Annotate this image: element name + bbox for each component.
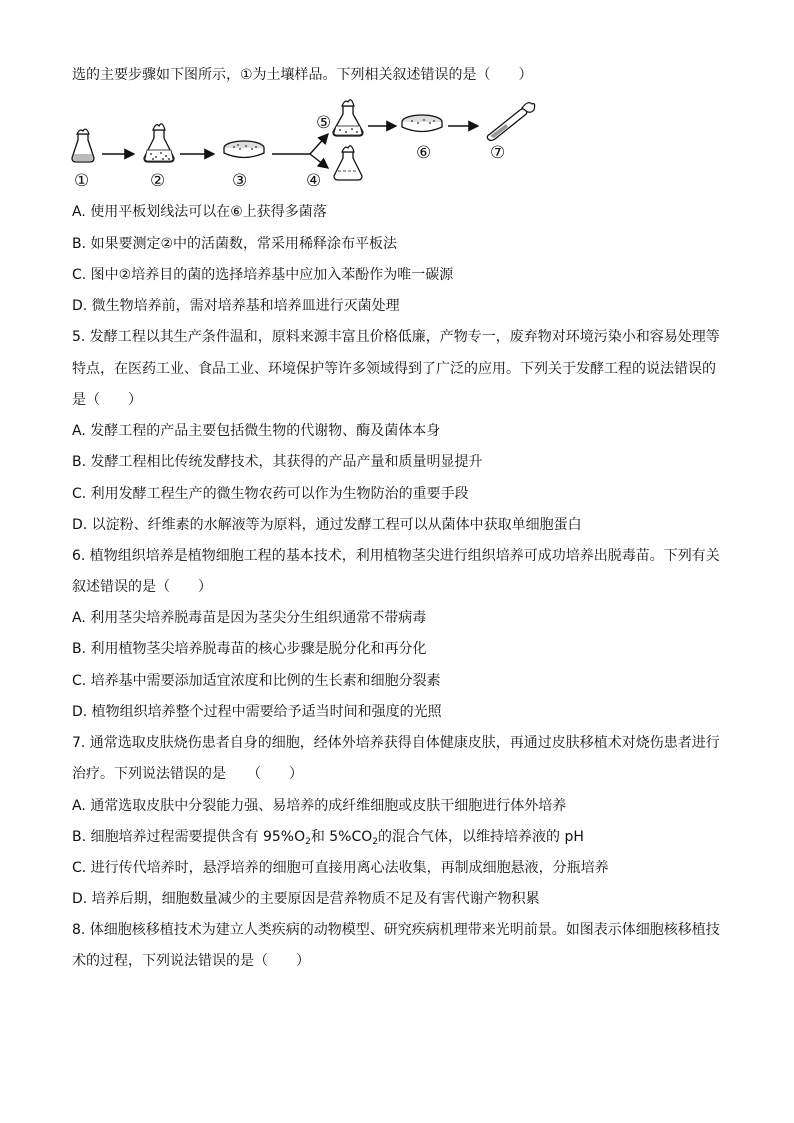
q5-stem-line-3: 是（ ） — [72, 392, 142, 408]
arrow-to-4 — [310, 154, 328, 168]
q5-option-b: B. 发酵工程相比传统发酵技术，其获得的产品产量和质量明显提升 — [72, 454, 483, 470]
q4-option-d: D. 微生物培养前，需对培养基和培养皿进行灭菌处理 — [72, 298, 400, 314]
culture-flask-icon — [144, 124, 174, 162]
q5-stem-line-1: 5. 发酵工程以其生产条件温和，原料来源丰富且价格低廉，产物专一，废弃物对环境污染小和容易处理等 — [72, 329, 720, 345]
q6-option-a: A. 利用茎尖培养脱毒苗是因为茎尖分生组织通常不带病毒 — [72, 610, 427, 626]
arrow-to-5 — [310, 134, 328, 154]
streak-plate-icon — [402, 115, 442, 132]
q7-stem-line-1: 7. 通常选取皮肤烧伤患者自身的细胞，经体外培养获得自体健康皮肤，再通过皮肤移植术对烧伤患者进行 — [72, 735, 720, 751]
q7-option-d: D. 培养后期，细胞数量减少的主要原因是营养物质不足及有害代谢产物积累 — [72, 891, 540, 907]
q7-stem-line-2: 治疗。下列说法错误的是 （ ） — [72, 766, 303, 782]
q7-option-b-part3: 的混合气体，以维持培养液的 pH — [378, 829, 584, 845]
culture-steps-diagram — [66, 96, 546, 192]
q4-option-a: A. 使用平板划线法可以在⑥上获得多菌落 — [72, 204, 327, 220]
q6-option-b: B. 利用植物茎尖培养脱毒苗的核心步骤是脱分化和再分化 — [72, 641, 427, 657]
soil-sample-flask-icon — [72, 129, 94, 162]
label-7: ⑦ — [490, 143, 506, 163]
control-flask-icon — [334, 146, 362, 180]
q7-option-b-part1: B. 细胞培养过程需要提供含有 95%O — [72, 829, 306, 845]
q6-option-d: D. 植物组织培养整个过程中需要给予适当时间和强度的光照 — [72, 704, 442, 720]
q8-stem-line-1: 8. 体细胞核移植技术为建立人类疾病的动物模型、研究疾病机理带来光明前景。如图表示体细胞核移植技 — [72, 922, 720, 938]
label-2: ② — [150, 171, 166, 191]
label-5: ⑤ — [316, 113, 332, 133]
q7-option-b — [72, 828, 584, 846]
q7-option-c: C. 进行传代培养时，悬浮培养的细胞可直接用离心法收集，再制成细胞悬液，分瓶培养 — [72, 860, 609, 876]
co2-subscript: 2 — [372, 837, 379, 847]
q6-stem-line-2: 叙述错误的是（ ） — [72, 579, 212, 595]
label-1: ① — [74, 171, 90, 191]
q6-option-c: C. 培养基中需要添加适宜浓度和比例的生长素和细胞分裂素 — [72, 673, 441, 689]
petri-dish-icon — [224, 141, 264, 158]
q5-stem-line-2: 特点，在医药工业、食品工业、环境保护等许多领域得到了广泛的应用。下列关于发酵工程的说法错误的 — [72, 361, 716, 377]
q5-option-d: D. 以淀粉、纤维素的水解液等为原料，通过发酵工程可以从菌体中获取单细胞蛋白 — [72, 517, 582, 533]
label-3: ③ — [232, 171, 248, 191]
q7-option-b-part2: 和 5%CO — [310, 829, 373, 845]
q8-stem-line-2: 术的过程，下列说法错误的是（ ） — [72, 953, 310, 969]
q6-stem-line-1: 6. 植物组织培养是植物细胞工程的基本技术，利用植物茎尖进行组织培养可成功培养出脱毒苗。下列有关 — [72, 548, 720, 564]
o2-subscript: 2 — [305, 837, 311, 847]
selective-culture-flask-icon — [333, 100, 363, 136]
q4-option-b: B. 如果要测定②中的活菌数，常采用稀释涂布平板法 — [72, 236, 398, 252]
q7-option-a: A. 通常选取皮肤中分裂能力强、易培养的成纤维细胞或皮肤干细胞进行体外培养 — [72, 798, 567, 814]
q4-stem: 选的主要步骤如下图所示，①为土壤样品。下列相关叙述错误的是（ ） — [72, 67, 533, 83]
label-6: ⑥ — [416, 143, 432, 163]
label-4: ④ — [306, 171, 322, 191]
q4-option-c: C. 图中②培养目的菌的选择培养基中应加入苯酚作为唯一碳源 — [72, 267, 454, 283]
slant-test-tube-icon — [487, 103, 534, 141]
q5-option-a: A. 发酵工程的产品主要包括微生物的代谢物、酶及菌体本身 — [72, 423, 441, 439]
q5-option-c: C. 利用发酵工程生产的微生物农药可以作为生物防治的重要手段 — [72, 486, 469, 502]
